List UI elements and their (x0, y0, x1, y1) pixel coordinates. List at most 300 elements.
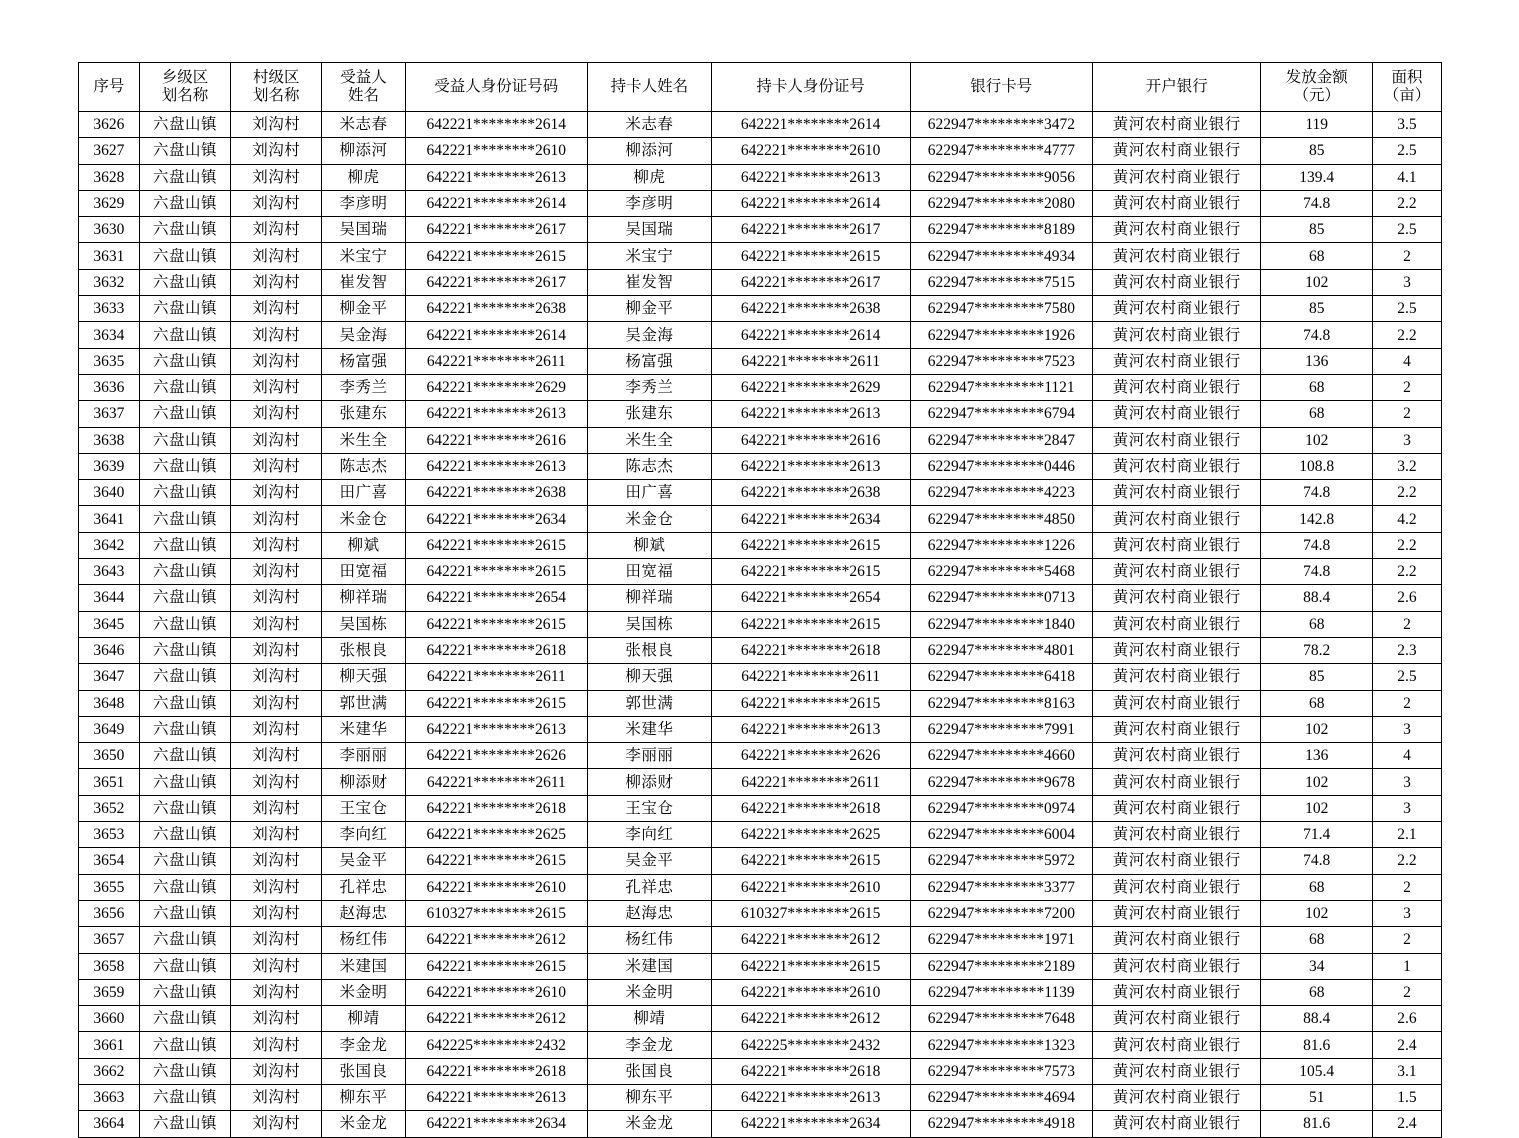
cell-amount: 88.4 (1261, 585, 1373, 611)
cell-bank-name: 黄河农村商业银行 (1093, 664, 1261, 690)
cell-township: 六盘山镇 (139, 112, 230, 138)
cell-cardholder-id: 642225********2432 (711, 1032, 910, 1058)
cell-bank-name: 黄河农村商业银行 (1093, 532, 1261, 558)
cell-cardholder-id: 642221********2617 (711, 269, 910, 295)
cell-amount: 34 (1261, 953, 1373, 979)
cell-beneficiary-name: 米建国 (322, 953, 405, 979)
cell-beneficiary-name: 李秀兰 (322, 374, 405, 400)
cell-bank-name: 黄河农村商业银行 (1093, 1006, 1261, 1032)
cell-beneficiary-name: 崔发智 (322, 269, 405, 295)
cell-village: 刘沟村 (231, 585, 322, 611)
cell-amount: 74.8 (1261, 322, 1373, 348)
cell-beneficiary-id: 642225********2432 (405, 1032, 588, 1058)
cell-amount: 81.6 (1261, 1032, 1373, 1058)
table-row (79, 138, 1442, 164)
cell-amount: 102 (1261, 769, 1373, 795)
cell-beneficiary-id: 642221********2613 (405, 453, 588, 479)
table-row (79, 190, 1442, 216)
cell-beneficiary-id: 642221********2615 (405, 848, 588, 874)
cell-bank-card-number: 622947*********7523 (910, 348, 1093, 374)
cell-cardholder-name: 吴金平 (588, 848, 712, 874)
cell-amount: 68 (1261, 874, 1373, 900)
cell-bank-card-number: 622947*********9678 (910, 769, 1093, 795)
cell-cardholder-id: 642221********2611 (711, 348, 910, 374)
cell-area: 3.5 (1372, 112, 1441, 138)
cell-area: 3.1 (1372, 1058, 1441, 1084)
cell-index: 3630 (79, 217, 140, 243)
cell-bank-card-number: 622947*********1226 (910, 532, 1093, 558)
cell-cardholder-name: 赵海忠 (588, 900, 712, 926)
cell-bank-name: 黄河农村商业银行 (1093, 374, 1261, 400)
cell-cardholder-name: 张根良 (588, 637, 712, 663)
cell-township: 六盘山镇 (139, 559, 230, 585)
cell-index: 3661 (79, 1032, 140, 1058)
cell-bank-card-number: 622947*********0713 (910, 585, 1093, 611)
table-row (79, 269, 1442, 295)
column-header-amount-line1: 发放金额 (1285, 69, 1348, 87)
cell-bank-card-number: 622947*********4801 (910, 637, 1093, 663)
cell-bank-name: 黄河农村商业银行 (1093, 1084, 1261, 1110)
cell-amount: 74.8 (1261, 480, 1373, 506)
cell-amount: 102 (1261, 900, 1373, 926)
cell-cardholder-name: 崔发智 (588, 269, 712, 295)
cell-bank-name: 黄河农村商业银行 (1093, 585, 1261, 611)
cell-beneficiary-name: 柳添财 (322, 769, 405, 795)
cell-bank-name: 黄河农村商业银行 (1093, 611, 1261, 637)
cell-village: 刘沟村 (231, 453, 322, 479)
cell-amount: 68 (1261, 401, 1373, 427)
cell-beneficiary-id: 642221********2610 (405, 138, 588, 164)
cell-cardholder-id: 642221********2610 (711, 874, 910, 900)
cell-cardholder-id: 642221********2615 (711, 848, 910, 874)
cell-cardholder-id: 642221********2615 (711, 559, 910, 585)
cell-cardholder-id: 642221********2615 (711, 611, 910, 637)
cell-bank-name: 黄河农村商业银行 (1093, 1032, 1261, 1058)
cell-index: 3651 (79, 769, 140, 795)
cell-area: 2 (1372, 374, 1441, 400)
cell-beneficiary-name: 杨富强 (322, 348, 405, 374)
cell-bank-name: 黄河农村商业银行 (1093, 900, 1261, 926)
cell-village: 刘沟村 (231, 1006, 322, 1032)
cell-cardholder-id: 642221********2613 (711, 453, 910, 479)
cell-beneficiary-id: 642221********2618 (405, 795, 588, 821)
cell-beneficiary-id: 642221********2638 (405, 480, 588, 506)
cell-cardholder-id: 642221********2618 (711, 637, 910, 663)
cell-beneficiary-name: 杨红伟 (322, 927, 405, 953)
cell-beneficiary-id: 642221********2618 (405, 1058, 588, 1084)
column-header-township-line2: 划名称 (161, 87, 209, 104)
cell-bank-card-number: 622947*********1139 (910, 979, 1093, 1005)
cell-township: 六盘山镇 (139, 611, 230, 637)
cell-index: 3645 (79, 611, 140, 637)
cell-bank-card-number: 622947*********5972 (910, 848, 1093, 874)
cell-village: 刘沟村 (231, 559, 322, 585)
cell-beneficiary-id: 642221********2614 (405, 322, 588, 348)
cell-area: 2.6 (1372, 1006, 1441, 1032)
cell-township: 六盘山镇 (139, 243, 230, 269)
cell-index: 3637 (79, 401, 140, 427)
cell-cardholder-id: 642221********2610 (711, 979, 910, 1005)
table-row (79, 611, 1442, 637)
cell-beneficiary-id: 642221********2613 (405, 164, 588, 190)
cell-bank-name: 黄河农村商业银行 (1093, 401, 1261, 427)
table-row (79, 1111, 1442, 1137)
table-row (79, 664, 1442, 690)
cell-bank-name: 黄河农村商业银行 (1093, 637, 1261, 663)
cell-amount: 68 (1261, 979, 1373, 1005)
column-header-bank-name-label: 开户银行 (1145, 78, 1208, 96)
column-header-bank-name (1093, 63, 1261, 112)
cell-village: 刘沟村 (231, 953, 322, 979)
cell-beneficiary-id: 642221********2629 (405, 374, 588, 400)
cell-cardholder-name: 柳靖 (588, 1006, 712, 1032)
table-body (79, 112, 1442, 1138)
cell-cardholder-id: 642221********2638 (711, 480, 910, 506)
cell-cardholder-id: 642221********2610 (711, 138, 910, 164)
cell-bank-name: 黄河农村商业银行 (1093, 822, 1261, 848)
cell-bank-card-number: 622947*********8189 (910, 217, 1093, 243)
cell-cardholder-name: 吴国栋 (588, 611, 712, 637)
cell-bank-card-number: 622947*********4850 (910, 506, 1093, 532)
cell-cardholder-name: 陈志杰 (588, 453, 712, 479)
cell-cardholder-name: 田宽福 (588, 559, 712, 585)
cell-township: 六盘山镇 (139, 716, 230, 742)
cell-index: 3657 (79, 927, 140, 953)
cell-village: 刘沟村 (231, 138, 322, 164)
cell-village: 刘沟村 (231, 401, 322, 427)
cell-village: 刘沟村 (231, 217, 322, 243)
column-header-beneficiary-id (405, 63, 588, 112)
cell-index: 3627 (79, 138, 140, 164)
cell-index: 3654 (79, 848, 140, 874)
cell-index: 3631 (79, 243, 140, 269)
cell-township: 六盘山镇 (139, 480, 230, 506)
cell-index: 3650 (79, 743, 140, 769)
cell-cardholder-name: 郭世满 (588, 690, 712, 716)
cell-amount: 136 (1261, 743, 1373, 769)
cell-cardholder-name: 杨富强 (588, 348, 712, 374)
cell-cardholder-id: 642221********2615 (711, 953, 910, 979)
cell-village: 刘沟村 (231, 927, 322, 953)
cell-township: 六盘山镇 (139, 1084, 230, 1110)
cell-bank-card-number: 622947*********1323 (910, 1032, 1093, 1058)
column-header-beneficiary-name-line1: 受益人 (340, 69, 387, 87)
column-header-beneficiary-name-line2: 姓名 (347, 87, 379, 104)
cell-beneficiary-name: 李向红 (322, 822, 405, 848)
cell-cardholder-id: 642221********2625 (711, 822, 910, 848)
table-row (79, 348, 1442, 374)
cell-township: 六盘山镇 (139, 1111, 230, 1137)
table-row (79, 401, 1442, 427)
cell-bank-card-number: 622947*********7580 (910, 296, 1093, 322)
cell-cardholder-id: 642221********2613 (711, 401, 910, 427)
cell-beneficiary-id: 642221********2613 (405, 716, 588, 742)
table-row (79, 848, 1442, 874)
cell-bank-card-number: 622947*********1926 (910, 322, 1093, 348)
cell-area: 2.1 (1372, 822, 1441, 848)
cell-area: 2 (1372, 874, 1441, 900)
table-row (79, 769, 1442, 795)
cell-beneficiary-name: 陈志杰 (322, 453, 405, 479)
cell-cardholder-id: 642221********2626 (711, 743, 910, 769)
column-header-area-line1: 面积 (1391, 69, 1423, 87)
cell-township: 六盘山镇 (139, 953, 230, 979)
cell-beneficiary-id: 642221********2615 (405, 532, 588, 558)
cell-cardholder-id: 642221********2612 (711, 927, 910, 953)
table-row (79, 296, 1442, 322)
cell-village: 刘沟村 (231, 374, 322, 400)
cell-amount: 108.8 (1261, 453, 1373, 479)
table-row (79, 979, 1442, 1005)
cell-amount: 102 (1261, 716, 1373, 742)
cell-beneficiary-name: 米金仓 (322, 506, 405, 532)
table-row (79, 900, 1442, 926)
cell-index: 3628 (79, 164, 140, 190)
table-row (79, 164, 1442, 190)
cell-area: 3 (1372, 769, 1441, 795)
cell-amount: 139.4 (1261, 164, 1373, 190)
cell-bank-card-number: 622947*********6004 (910, 822, 1093, 848)
cell-village: 刘沟村 (231, 269, 322, 295)
cell-bank-card-number: 622947*********1971 (910, 927, 1093, 953)
cell-village: 刘沟村 (231, 532, 322, 558)
cell-beneficiary-id: 642221********2612 (405, 1006, 588, 1032)
cell-village: 刘沟村 (231, 506, 322, 532)
cell-bank-name: 黄河农村商业银行 (1093, 348, 1261, 374)
table-row (79, 716, 1442, 742)
cell-village: 刘沟村 (231, 822, 322, 848)
cell-bank-name: 黄河农村商业银行 (1093, 269, 1261, 295)
cell-cardholder-name: 李丽丽 (588, 743, 712, 769)
column-header-cardholder-id (711, 63, 910, 112)
cell-cardholder-id: 642221********2613 (711, 164, 910, 190)
cell-township: 六盘山镇 (139, 637, 230, 663)
cell-beneficiary-name: 张根良 (322, 637, 405, 663)
cell-bank-name: 黄河农村商业银行 (1093, 243, 1261, 269)
cell-amount: 102 (1261, 427, 1373, 453)
column-header-bank-card-number (910, 63, 1093, 112)
table-row (79, 322, 1442, 348)
cell-amount: 85 (1261, 138, 1373, 164)
cell-beneficiary-id: 642221********2615 (405, 690, 588, 716)
cell-village: 刘沟村 (231, 243, 322, 269)
cell-bank-card-number: 622947*********4660 (910, 743, 1093, 769)
cell-bank-card-number: 622947*********4223 (910, 480, 1093, 506)
cell-bank-name: 黄河农村商业银行 (1093, 1111, 1261, 1137)
cell-village: 刘沟村 (231, 716, 322, 742)
cell-village: 刘沟村 (231, 743, 322, 769)
cell-beneficiary-name: 吴国瑞 (322, 217, 405, 243)
cell-beneficiary-name: 赵海忠 (322, 900, 405, 926)
table-row (79, 637, 1442, 663)
cell-village: 刘沟村 (231, 690, 322, 716)
cell-beneficiary-name: 柳东平 (322, 1084, 405, 1110)
cell-amount: 51 (1261, 1084, 1373, 1110)
cell-bank-card-number: 622947*********0974 (910, 795, 1093, 821)
cell-village: 刘沟村 (231, 1084, 322, 1110)
cell-index: 3633 (79, 296, 140, 322)
column-header-beneficiary-id-label: 受益人身份证号码 (434, 78, 559, 96)
cell-area: 2.5 (1372, 138, 1441, 164)
cell-township: 六盘山镇 (139, 664, 230, 690)
cell-beneficiary-id: 642221********2615 (405, 559, 588, 585)
cell-area: 2 (1372, 611, 1441, 637)
cell-cardholder-id: 642221********2614 (711, 190, 910, 216)
cell-beneficiary-id: 642221********2625 (405, 822, 588, 848)
cell-beneficiary-name: 田广喜 (322, 480, 405, 506)
cell-village: 刘沟村 (231, 322, 322, 348)
cell-township: 六盘山镇 (139, 296, 230, 322)
table-row (79, 532, 1442, 558)
cell-beneficiary-id: 642221********2612 (405, 927, 588, 953)
cell-cardholder-name: 李向红 (588, 822, 712, 848)
cell-bank-name: 黄河农村商业银行 (1093, 690, 1261, 716)
cell-amount: 71.4 (1261, 822, 1373, 848)
cell-beneficiary-name: 米金明 (322, 979, 405, 1005)
cell-area: 2.2 (1372, 532, 1441, 558)
cell-cardholder-id: 610327********2615 (711, 900, 910, 926)
cell-village: 刘沟村 (231, 427, 322, 453)
cell-index: 3634 (79, 322, 140, 348)
cell-beneficiary-id: 642221********2610 (405, 979, 588, 1005)
cell-township: 六盘山镇 (139, 769, 230, 795)
cell-bank-card-number: 622947*********8163 (910, 690, 1093, 716)
cell-area: 4.1 (1372, 164, 1441, 190)
cell-village: 刘沟村 (231, 1111, 322, 1137)
cell-bank-name: 黄河农村商业银行 (1093, 743, 1261, 769)
cell-bank-name: 黄河农村商业银行 (1093, 453, 1261, 479)
cell-bank-name: 黄河农村商业银行 (1093, 217, 1261, 243)
cell-township: 六盘山镇 (139, 979, 230, 1005)
cell-village: 刘沟村 (231, 979, 322, 1005)
cell-township: 六盘山镇 (139, 506, 230, 532)
cell-township: 六盘山镇 (139, 401, 230, 427)
column-header-bank-card-number-label: 银行卡号 (970, 78, 1033, 96)
cell-cardholder-id: 642221********2654 (711, 585, 910, 611)
cell-bank-card-number: 622947*********1840 (910, 611, 1093, 637)
cell-amount: 81.6 (1261, 1111, 1373, 1137)
cell-area: 4 (1372, 348, 1441, 374)
cell-index: 3644 (79, 585, 140, 611)
cell-bank-name: 黄河农村商业银行 (1093, 559, 1261, 585)
cell-area: 2 (1372, 401, 1441, 427)
table-row (79, 822, 1442, 848)
table-row (79, 243, 1442, 269)
cell-bank-card-number: 622947*********0446 (910, 453, 1093, 479)
cell-area: 3 (1372, 716, 1441, 742)
cell-area: 3 (1372, 795, 1441, 821)
table-row (79, 743, 1442, 769)
cell-bank-name: 黄河农村商业银行 (1093, 112, 1261, 138)
cell-area: 1 (1372, 953, 1441, 979)
cell-beneficiary-name: 米建华 (322, 716, 405, 742)
cell-beneficiary-id: 642221********2626 (405, 743, 588, 769)
cell-index: 3659 (79, 979, 140, 1005)
cell-bank-name: 黄河农村商业银行 (1093, 480, 1261, 506)
cell-area: 1.5 (1372, 1084, 1441, 1110)
cell-amount: 78.2 (1261, 637, 1373, 663)
column-header-village-line1: 村级区 (252, 69, 300, 87)
cell-cardholder-name: 柳添财 (588, 769, 712, 795)
cell-bank-name: 黄河农村商业银行 (1093, 296, 1261, 322)
cell-cardholder-id: 642221********2629 (711, 374, 910, 400)
cell-beneficiary-id: 642221********2638 (405, 296, 588, 322)
cell-cardholder-id: 642221********2634 (711, 1111, 910, 1137)
cell-area: 3.2 (1372, 453, 1441, 479)
cell-township: 六盘山镇 (139, 269, 230, 295)
cell-beneficiary-id: 642221********2614 (405, 112, 588, 138)
cell-beneficiary-name: 张国良 (322, 1058, 405, 1084)
cell-amount: 68 (1261, 243, 1373, 269)
cell-bank-card-number: 622947*********4694 (910, 1084, 1093, 1110)
cell-beneficiary-id: 642221********2634 (405, 1111, 588, 1137)
cell-amount: 136 (1261, 348, 1373, 374)
cell-area: 2 (1372, 243, 1441, 269)
cell-area: 3 (1372, 427, 1441, 453)
cell-bank-name: 黄河农村商业银行 (1093, 322, 1261, 348)
cell-beneficiary-name: 米宝宁 (322, 243, 405, 269)
cell-bank-name: 黄河农村商业银行 (1093, 190, 1261, 216)
table-row (79, 427, 1442, 453)
cell-township: 六盘山镇 (139, 690, 230, 716)
cell-area: 2.2 (1372, 480, 1441, 506)
cell-bank-card-number: 622947*********6794 (910, 401, 1093, 427)
cell-beneficiary-id: 642221********2613 (405, 401, 588, 427)
cell-village: 刘沟村 (231, 164, 322, 190)
cell-bank-name: 黄河农村商业银行 (1093, 427, 1261, 453)
cell-area: 2.2 (1372, 848, 1441, 874)
cell-beneficiary-name: 李丽丽 (322, 743, 405, 769)
cell-index: 3635 (79, 348, 140, 374)
table-header-row (79, 63, 1442, 112)
cell-cardholder-name: 柳虎 (588, 164, 712, 190)
cell-township: 六盘山镇 (139, 927, 230, 953)
cell-cardholder-name: 李金龙 (588, 1032, 712, 1058)
cell-amount: 68 (1261, 374, 1373, 400)
cell-cardholder-name: 米金龙 (588, 1111, 712, 1137)
cell-beneficiary-id: 642221********2611 (405, 348, 588, 374)
cell-village: 刘沟村 (231, 190, 322, 216)
cell-cardholder-name: 米建国 (588, 953, 712, 979)
cell-beneficiary-name: 柳添河 (322, 138, 405, 164)
cell-bank-name: 黄河农村商业银行 (1093, 769, 1261, 795)
cell-township: 六盘山镇 (139, 374, 230, 400)
cell-amount: 68 (1261, 611, 1373, 637)
table-row (79, 953, 1442, 979)
cell-area: 4 (1372, 743, 1441, 769)
cell-amount: 74.8 (1261, 848, 1373, 874)
cell-village: 刘沟村 (231, 664, 322, 690)
cell-index: 3648 (79, 690, 140, 716)
column-header-cardholder-name (588, 63, 712, 112)
cell-bank-name: 黄河农村商业银行 (1093, 874, 1261, 900)
cell-index: 3664 (79, 1111, 140, 1137)
cell-cardholder-id: 642221********2612 (711, 1006, 910, 1032)
cell-area: 2.4 (1372, 1032, 1441, 1058)
cell-beneficiary-id: 642221********2615 (405, 953, 588, 979)
table-row (79, 112, 1442, 138)
cell-township: 六盘山镇 (139, 874, 230, 900)
cell-bank-card-number: 622947*********4934 (910, 243, 1093, 269)
cell-beneficiary-name: 李金龙 (322, 1032, 405, 1058)
cell-beneficiary-name: 吴国栋 (322, 611, 405, 637)
cell-amount: 85 (1261, 664, 1373, 690)
cell-township: 六盘山镇 (139, 743, 230, 769)
cell-index: 3632 (79, 269, 140, 295)
cell-index: 3643 (79, 559, 140, 585)
cell-area: 2.3 (1372, 637, 1441, 663)
cell-beneficiary-id: 642221********2654 (405, 585, 588, 611)
